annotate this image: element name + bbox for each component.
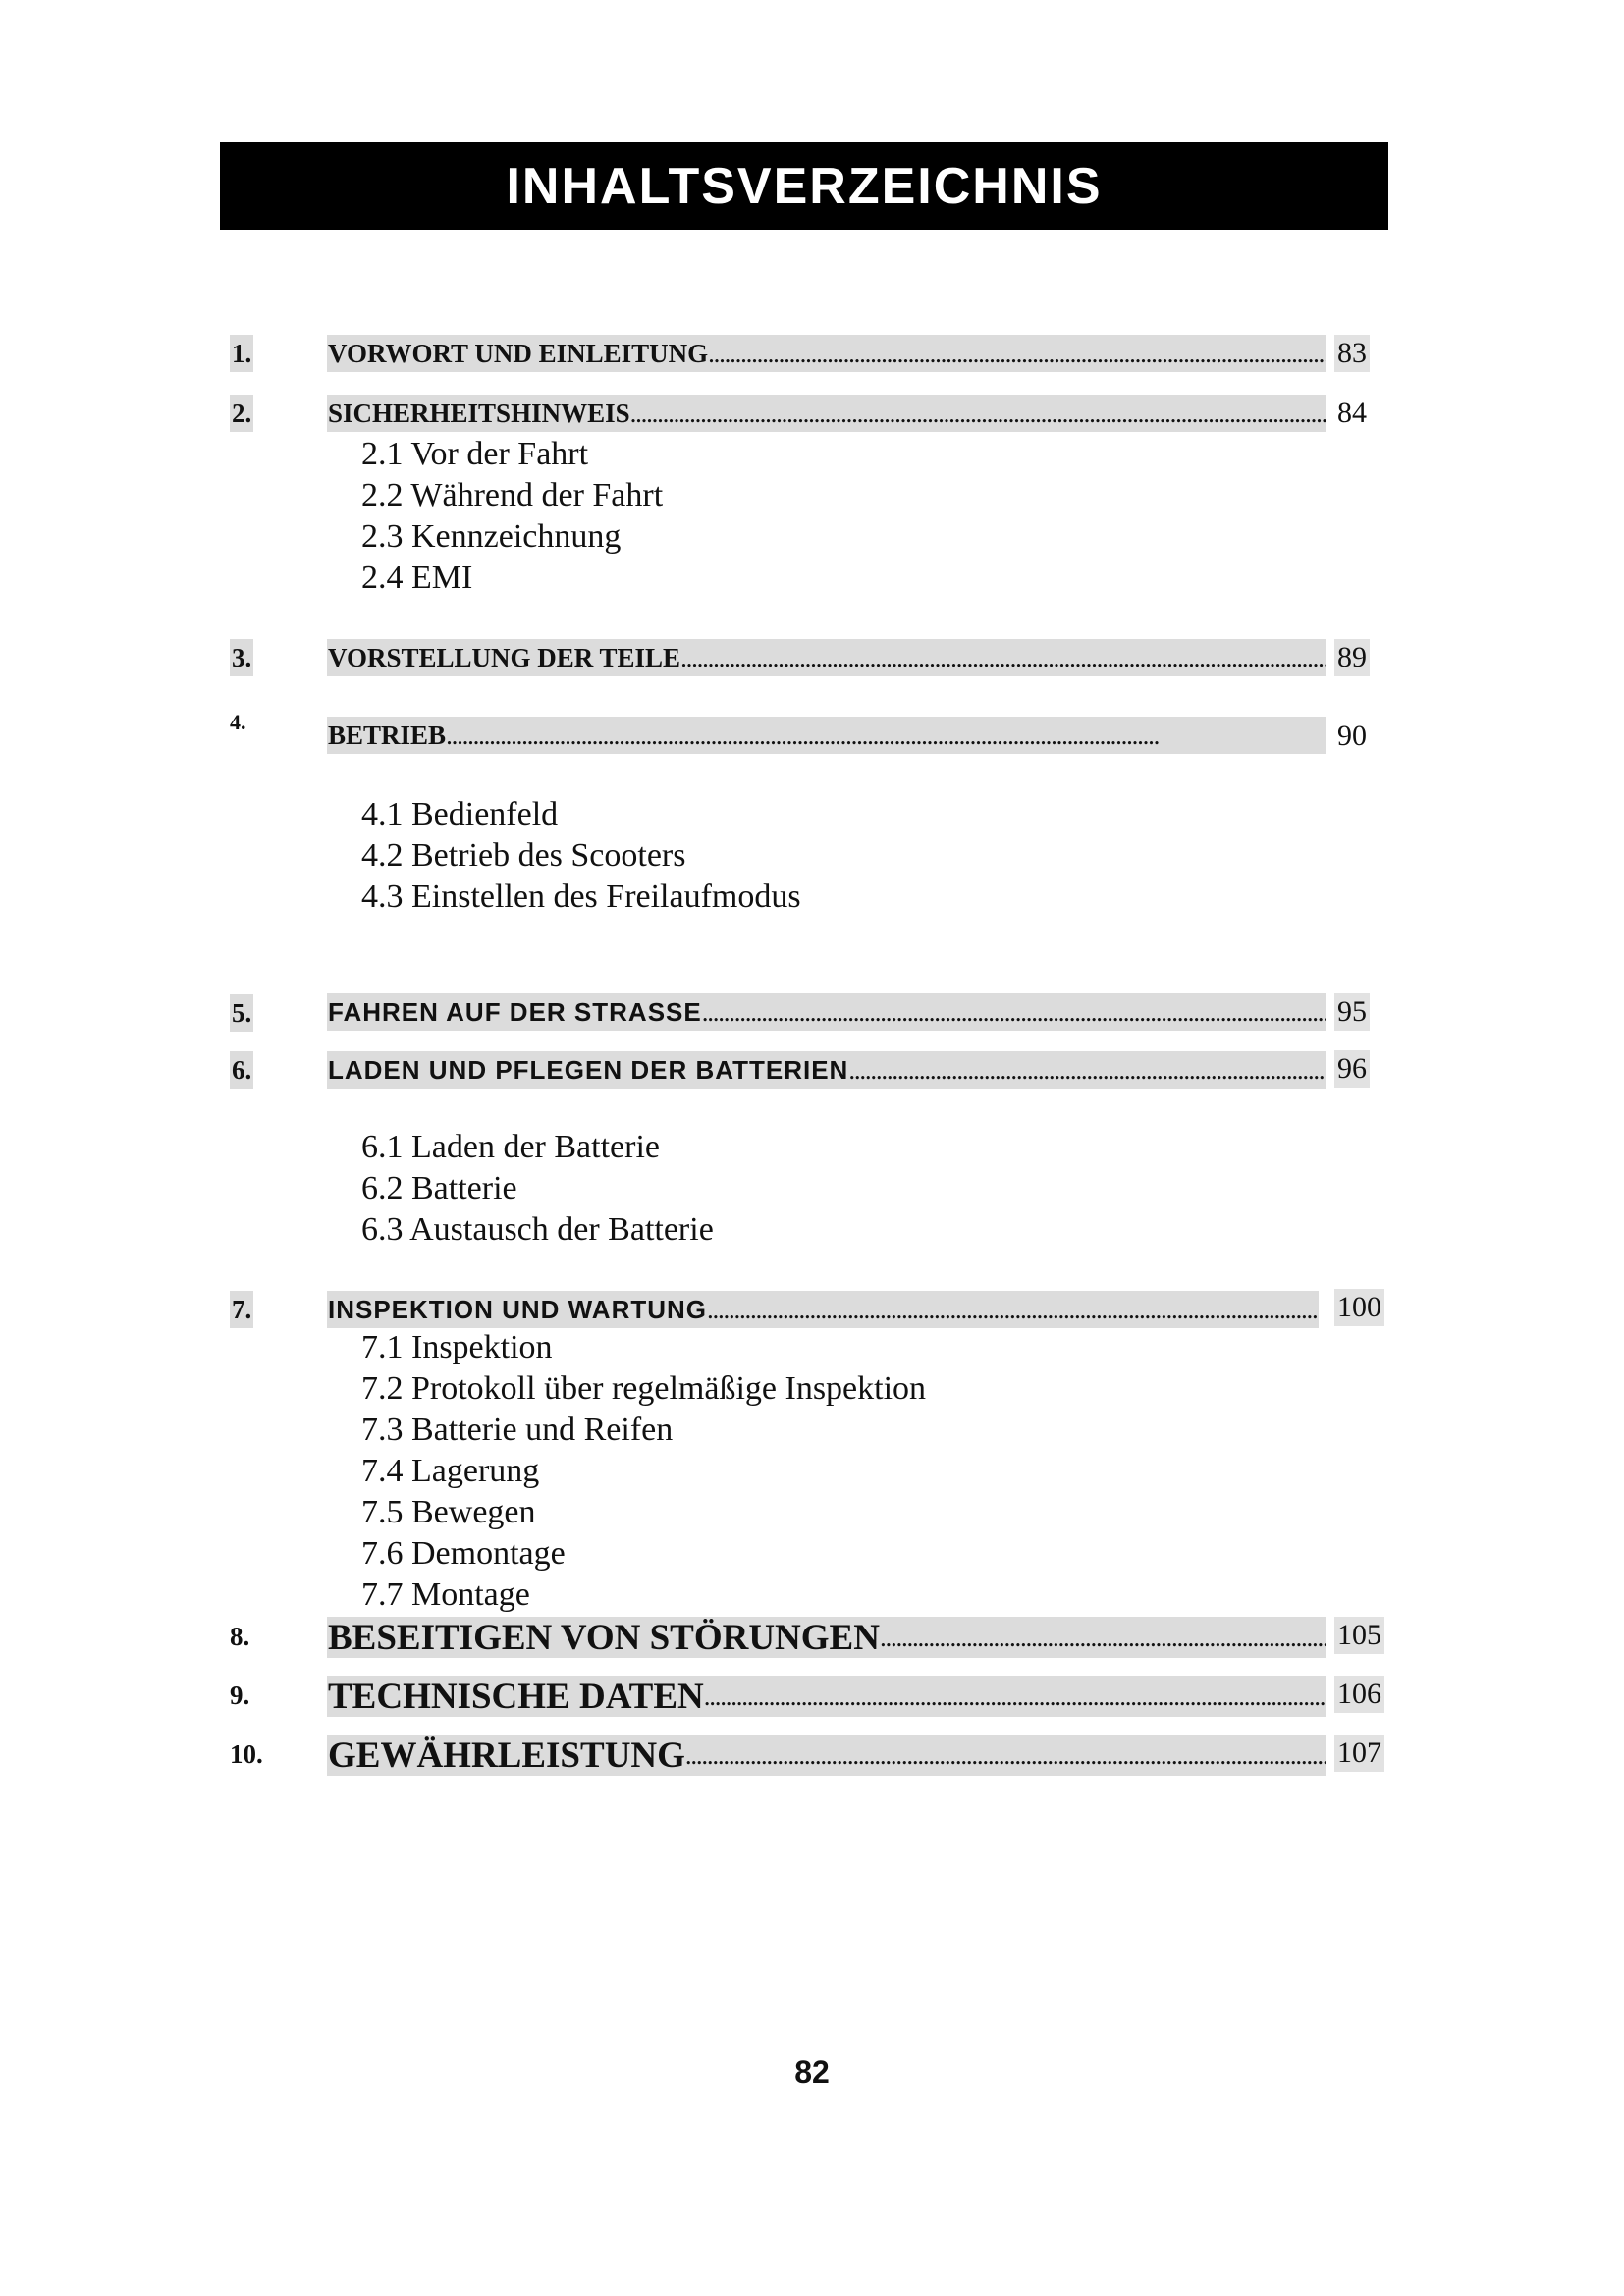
- toc-entry-title-box[interactable]: [327, 1617, 1326, 1658]
- toc-subentry[interactable]: 7.7 Montage: [361, 1576, 530, 1613]
- toc-entry-title-box[interactable]: [327, 1291, 1319, 1328]
- toc-entry-number: 6.: [230, 1051, 253, 1089]
- dot-leader: [880, 1623, 1326, 1653]
- toc-entry-title: TECHNISCHE DATEN: [328, 1676, 704, 1717]
- toc-entry-title: FAHREN AUF DER STRASSE: [328, 996, 702, 1027]
- dot-leader: [708, 339, 1326, 369]
- toc-entry-title: SICHERHEITSHINWEIS: [328, 398, 630, 428]
- toc-entry-title: GEWÄHRLEISTUNG: [328, 1735, 685, 1776]
- toc-subentry[interactable]: 7.2 Protokoll über regelmäßige Inspektion: [361, 1370, 927, 1407]
- toc-entry-title: VORSTELLUNG DER TEILE: [328, 642, 681, 672]
- toc-entry-number: 5.: [230, 994, 253, 1032]
- toc-subentry[interactable]: 7.1 Inspektion: [361, 1329, 553, 1365]
- toc-subentry[interactable]: 7.4 Lagerung: [361, 1453, 540, 1489]
- toc-entry-title: INSPEKTION UND WARTUNG: [328, 1294, 707, 1324]
- toc-entry-number: 4.: [230, 710, 246, 734]
- toc-subentry[interactable]: 2.4 EMI: [361, 560, 473, 596]
- toc-subentry[interactable]: 6.1 Laden der Batterie: [361, 1129, 660, 1165]
- dot-leader: [446, 721, 1326, 751]
- page-number: 82: [794, 2055, 830, 2090]
- toc-subentry[interactable]: 6.3 Austausch der Batterie: [361, 1211, 714, 1248]
- page-title: INHALTSVERZEICHNIS: [506, 157, 1103, 215]
- toc-entry-page: 100: [1334, 1289, 1384, 1326]
- dot-leader: [685, 1740, 1326, 1771]
- toc-entry-title-box[interactable]: [327, 335, 1326, 372]
- toc-entry-page: 96: [1334, 1050, 1370, 1088]
- toc-entry-number: 7.: [230, 1291, 253, 1328]
- toc-entry-number: 2.: [230, 395, 253, 432]
- toc-entry-title-box[interactable]: [327, 639, 1326, 676]
- toc-entry-page: 105: [1334, 1617, 1384, 1654]
- toc-title-bar: [220, 142, 1388, 230]
- toc-entry-title-box[interactable]: [327, 717, 1326, 754]
- dot-leader: [702, 997, 1326, 1028]
- toc-entry-number: 9.: [230, 1681, 250, 1710]
- toc-subentry[interactable]: 7.5 Bewegen: [361, 1494, 536, 1530]
- dot-leader: [848, 1055, 1326, 1086]
- dot-leader: [707, 1295, 1319, 1325]
- toc-subentry[interactable]: 2.2 Während der Fahrt: [361, 477, 664, 513]
- toc-entry-page: 84: [1337, 397, 1367, 429]
- toc-subentry[interactable]: 7.6 Demontage: [361, 1535, 566, 1572]
- toc-entry-title-box[interactable]: [327, 1676, 1326, 1717]
- toc-entry-number: 1.: [230, 335, 253, 372]
- toc-entry-number: 8.: [230, 1622, 250, 1651]
- toc-subentry[interactable]: 4.1 Bedienfeld: [361, 796, 559, 832]
- toc-entry-number: 3.: [230, 639, 253, 676]
- toc-subentry[interactable]: 7.3 Batterie und Reifen: [361, 1412, 674, 1448]
- toc-subentry[interactable]: 6.2 Batterie: [361, 1170, 517, 1206]
- toc-entry-title-box[interactable]: [327, 1735, 1326, 1776]
- toc-entry-title-box[interactable]: [327, 1051, 1326, 1089]
- dot-leader: [680, 643, 1326, 673]
- toc-entry-title: BESEITIGEN VON STÖRUNGEN: [328, 1617, 880, 1658]
- dot-leader: [704, 1682, 1326, 1712]
- toc-subentry[interactable]: 4.3 Einstellen des Freilaufmodus: [361, 879, 801, 915]
- toc-entry-title: LADEN UND PFLEGEN DER BATTERIEN: [328, 1054, 849, 1085]
- toc-subentry[interactable]: 2.1 Vor der Fahrt: [361, 436, 589, 472]
- toc-entry-title: VORWORT UND EINLEITUNG: [328, 338, 709, 368]
- toc-entry-title: BETRIEB: [328, 720, 447, 750]
- toc-entry-title-box[interactable]: [327, 395, 1326, 432]
- toc-entry-page: 83: [1334, 335, 1370, 372]
- toc-entry-title-box[interactable]: [327, 993, 1326, 1031]
- toc-subentry[interactable]: 2.3 Kennzeichnung: [361, 518, 622, 555]
- toc-entry-page: 95: [1334, 993, 1370, 1031]
- toc-entry-page: 89: [1334, 639, 1370, 676]
- toc-entry-page: 90: [1337, 720, 1367, 752]
- toc-entry-page: 107: [1334, 1735, 1384, 1772]
- toc-entry-page: 106: [1334, 1676, 1384, 1713]
- toc-subentry[interactable]: 4.2 Betrieb des Scooters: [361, 837, 686, 874]
- toc-entry-number: 10.: [230, 1739, 263, 1769]
- dot-leader: [630, 399, 1326, 429]
